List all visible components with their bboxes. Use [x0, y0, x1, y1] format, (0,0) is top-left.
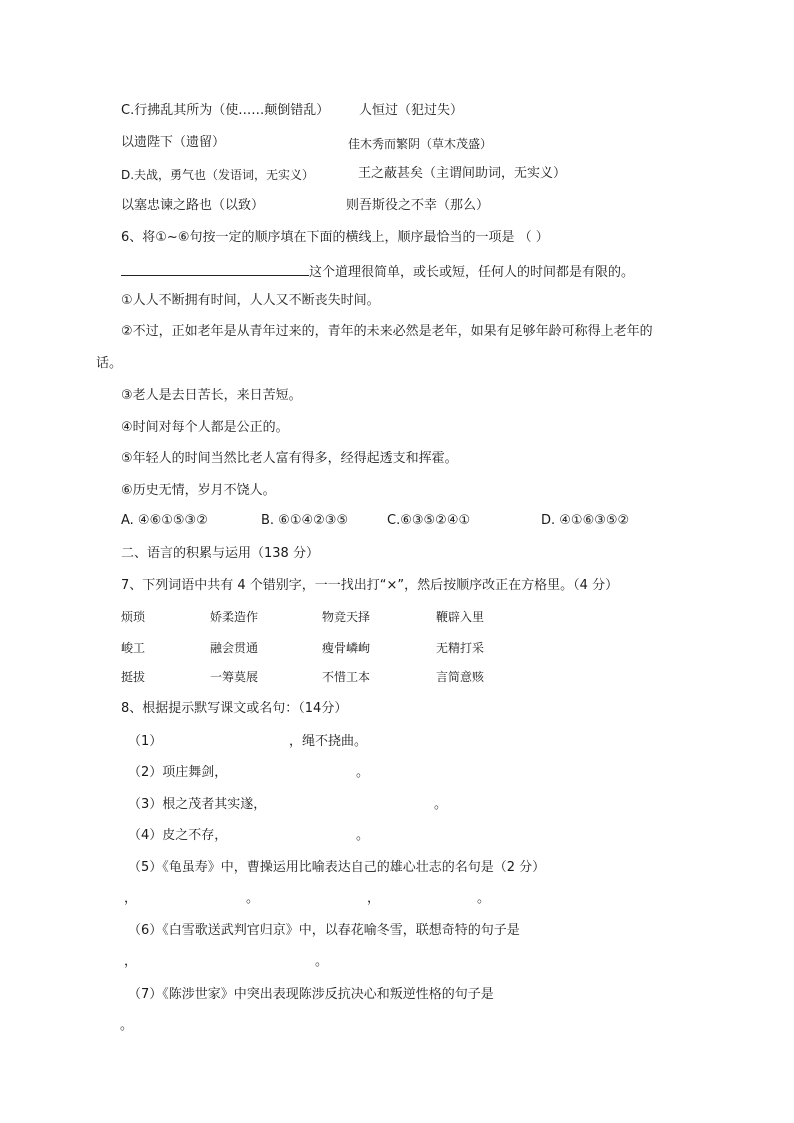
- option-d-line1-right: 王之蔽甚矣（主谓间助词，无实义）: [358, 166, 567, 181]
- sentence-2-cont: 话。: [96, 356, 123, 371]
- answer-option-d: D. ④①⑥③⑤②: [541, 513, 630, 528]
- option-c-line1-right: 人恒过（犯过失）: [359, 103, 464, 118]
- fill-2-text: （2）项庄舞剑，: [128, 765, 228, 780]
- fill-2-end: 。: [356, 765, 370, 780]
- fill-1-label: （1）: [128, 734, 163, 749]
- question-6-tail: 这个道理很简单，或长或短，任何人的时间都是有限的。: [309, 265, 635, 280]
- option-c-line2-left: 以遗陛下（遗留）: [121, 135, 226, 150]
- question-7-prompt: 7、下列词语中共有 4 个错别字，一一找出打“×”，然后按顺序改正在方格里。（4 分）: [121, 578, 619, 593]
- fill-5-prompt: （5）《龟虽寿》中，曹操运用比喻表达自己的雄心壮志的名句是（2 分）: [128, 860, 546, 875]
- fill-5-punct: ，: [124, 891, 138, 906]
- fill-1-tail: ，绳不挠曲。: [289, 734, 368, 749]
- answer-blank[interactable]: [121, 261, 309, 276]
- question-6-blank-line: [121, 261, 634, 282]
- fill-6-prompt: （6）《白雪歌送武判官归京》中，以春花喻冬雪，联想奇特的句子是: [128, 923, 520, 938]
- fill-3-text: （3）根之茂者其实遂，: [128, 797, 267, 812]
- sentence-6: ⑥历史无情，岁月不饶人。: [121, 483, 276, 498]
- word-cell: 鞭辟入里: [436, 610, 485, 624]
- option-c-line2-right: 佳木秀而繁阴（草木茂盛）: [348, 137, 493, 151]
- option-d-line2-right: 则吾斯役之不幸（那么）: [346, 198, 490, 213]
- fill-5-punct: 。: [477, 891, 491, 906]
- word-cell: 融会贯通: [210, 641, 259, 655]
- word-cell: 烦琐: [121, 610, 146, 624]
- word-cell: 物竞天择: [322, 610, 371, 624]
- fill-4-end: 。: [356, 828, 370, 843]
- word-cell: 峻工: [121, 641, 146, 655]
- fill-5-punct: 。: [246, 891, 260, 906]
- fill-5-punct: ，: [367, 891, 381, 906]
- sentence-2: ②不过，正如老年是从青年过来的，青年的未来必然是老年，如果有足够年龄可称得上老年的: [121, 324, 653, 339]
- answer-option-a: A. ④⑥①⑤③②: [121, 513, 208, 528]
- word-cell: 挺拔: [121, 670, 146, 684]
- answer-option-c: C.⑥③⑤②④①: [387, 513, 471, 528]
- sentence-1: ①人人不断拥有时间，人人又不断丧失时间。: [121, 293, 380, 308]
- word-cell: 不惜工本: [322, 670, 371, 684]
- question-8-prompt: 8、根据提示默写课文或名句：（14分）: [121, 701, 348, 716]
- answer-option-b: B. ⑥①④②③⑤: [261, 513, 349, 528]
- section-2-heading: 二、语言的积累与运用（138 分）: [121, 546, 319, 561]
- sentence-3: ③老人是去日苦长，来日苦短。: [121, 388, 302, 403]
- option-c-line1-left: C.行拂乱其所为（使……颠倒错乱）: [121, 103, 330, 118]
- word-cell: 无精打采: [436, 641, 485, 655]
- word-cell: 瘦骨嶙峋: [322, 641, 371, 655]
- option-d-line1-left: D.夫战，勇气也（发语词，无实义）: [121, 168, 315, 182]
- fill-6-punct: ，: [124, 954, 138, 969]
- sentence-5: ⑤年轻人的时间当然比老人富有得多，经得起透支和挥霍。: [121, 451, 458, 466]
- word-cell: 娇柔造作: [210, 610, 259, 624]
- sentence-4: ④时间对每个人都是公正的。: [121, 420, 289, 435]
- fill-7-punct: 。: [120, 1018, 134, 1033]
- question-6-prompt: 6、将①~⑥句按一定的顺序填在下面的横线上，顺序最恰当的一项是 （ ）: [121, 230, 549, 245]
- word-cell: 一筹莫展: [210, 670, 259, 684]
- word-cell: 言简意赅: [436, 670, 485, 684]
- fill-7-prompt: （7）《陈涉世家》中突出表现陈涉反抗决心和叛逆性格的句子是: [128, 987, 494, 1002]
- fill-3-end: 。: [434, 797, 448, 812]
- fill-4-text: （4）皮之不存，: [128, 828, 228, 843]
- fill-6-punct: 。: [315, 954, 329, 969]
- option-d-line2-left: 以塞忠谏之路也（以致）: [121, 198, 265, 213]
